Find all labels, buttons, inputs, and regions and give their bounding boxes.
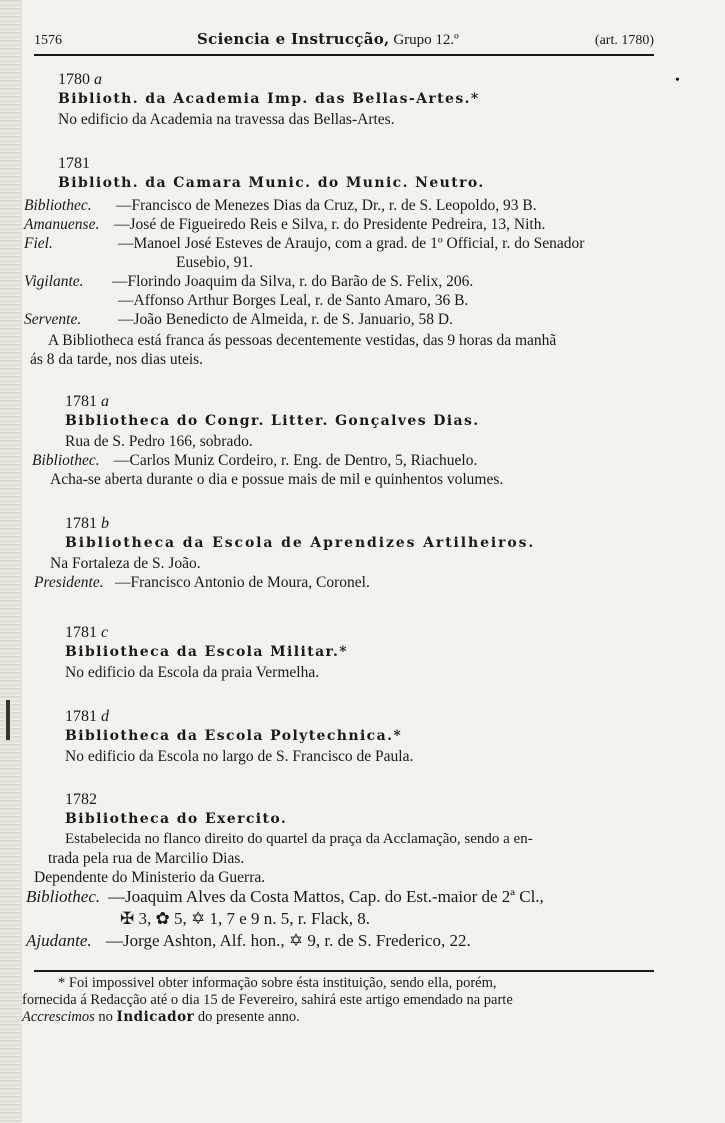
staff-row: Ajudante. —Jorge Ashton, Alf. hon., ✡ 9, r. de S. Frederico, 22.: [26, 931, 471, 950]
staff-row: Eusebio, 91.: [176, 254, 254, 271]
section-title-bold: Sciencia e Instrucção,: [197, 30, 390, 48]
library-name: Bibliotheca da Escola Polytechnica.*: [65, 728, 403, 744]
staff-row: Servente. —João Benedicto de Almeida, r. de S. Januario, 58 D.: [24, 311, 453, 328]
entry-number: 1781 d: [65, 708, 109, 725]
entry-1781c: [0, 623, 725, 682]
header-rule: [34, 54, 654, 56]
library-name: Bibliotheca da Escola Militar.*: [65, 644, 349, 660]
ministry-text: Dependente do Ministerio da Guerra.: [34, 869, 266, 886]
running-header: [34, 30, 654, 52]
section-title: [197, 30, 459, 49]
margin-dot: •: [675, 73, 680, 88]
footnote: [22, 975, 654, 1026]
opening-hours-cont: ás 8 da tarde, nos dias uteis.: [30, 351, 204, 368]
entry-number: 1782: [65, 791, 97, 808]
staff-row: Amanuense. —José de Figueiredo Reis e Silva, r. do Presidente Pedreira, 13, Nith.: [24, 216, 546, 233]
library-name: Bibliotheca do Exercito.: [65, 811, 288, 827]
staff-row: Bibliothec. —Joaquim Alves da Costa Mattos, Cap. do Est.-maior de 2ª Cl.,: [26, 887, 544, 906]
staff-row: Presidente. —Francisco Antonio de Moura, Coronel.: [34, 574, 370, 591]
location-text: No edificio da Escola da praia Vermelha.: [65, 664, 320, 681]
opening-hours: A Bibliotheca está franca ás pessoas decentemente vestidas, das 9 horas da manhã: [48, 332, 557, 349]
staff-list: [0, 196, 725, 329]
group-label: Grupo 12.º: [393, 32, 459, 48]
footnote-rule: [34, 970, 654, 972]
entry-number: 1781 a: [65, 393, 109, 410]
entry-1782: [0, 790, 725, 953]
library-name: Biblioth. da Camara Munic. do Munic. Neutro.: [58, 175, 485, 191]
staff-row-cont: ✠ 3, ✿ 5, ✡ 1, 7 e 9 n. 5, r. Flack, 8.: [120, 909, 371, 928]
entry-1781d: [0, 707, 725, 766]
entry-number: 1781 b: [65, 515, 109, 532]
article-ref: (art. 1780): [594, 33, 654, 48]
address-text: Na Fortaleza de S. João.: [50, 555, 201, 572]
description-text-cont: trada pela rua de Marcilio Dias.: [48, 850, 245, 867]
location-text: No edificio da Academia na travessa das Bellas-Artes.: [58, 111, 395, 128]
entry-1781a: [0, 392, 725, 489]
staff-row: —Affonso Arthur Borges Leal, r. de Santo Amaro, 36 B.: [118, 292, 469, 309]
library-name: Bibliotheca da Escola de Aprendizes Artilheiros.: [65, 535, 536, 551]
library-name: Biblioth. da Academia Imp. das Bellas-Artes.*: [58, 91, 480, 107]
footnote-line: fornecida á Redacção até o dia 15 de Fevereiro, sahirá este artigo emendado na parte: [22, 992, 513, 1008]
page-number: 1576: [34, 33, 62, 48]
entry-number: 1780 a: [58, 71, 102, 88]
description-text: Acha-se aberta durante o dia e possue mais de mil e quinhentos volumes.: [50, 471, 504, 488]
staff-row: Bibliothec. —Francisco de Menezes Dias da Cruz, Dr., r. de S. Leopoldo, 93 B.: [24, 197, 537, 214]
entry-1781b: [0, 514, 725, 592]
staff-row: Bibliothec. —Carlos Muniz Cordeiro, r. Eng. de Dentro, 5, Riachuelo.: [32, 452, 478, 469]
library-name: Bibliotheca do Congr. Litter. Gonçalves Dias.: [65, 413, 480, 429]
description-text: Estabelecida no flanco direito do quartel da praça da Acclamação, sendo a en-: [65, 831, 533, 847]
entry-1781: [0, 154, 725, 369]
staff-row: Vigilante. —Florindo Joaquim da Silva, r. do Barão de S. Felix, 206.: [24, 273, 474, 290]
footnote-line: Accrescimos no Indicador do presente anno.: [22, 1009, 300, 1025]
location-text: No edificio da Escola no largo de S. Francisco de Paula.: [65, 748, 414, 765]
entry-number: 1781: [58, 155, 90, 172]
entry-1780a: [0, 70, 725, 129]
staff-row: Fiel. —Manoel José Esteves de Araujo, com a grad. de 1º Official, r. do Senador: [24, 235, 585, 252]
footnote-line: * Foi impossivel obter informação sobre ésta instituição, sendo ella, porém,: [58, 975, 497, 991]
entry-number: 1781 c: [65, 624, 109, 641]
address-text: Rua de S. Pedro 166, sobrado.: [65, 433, 253, 450]
